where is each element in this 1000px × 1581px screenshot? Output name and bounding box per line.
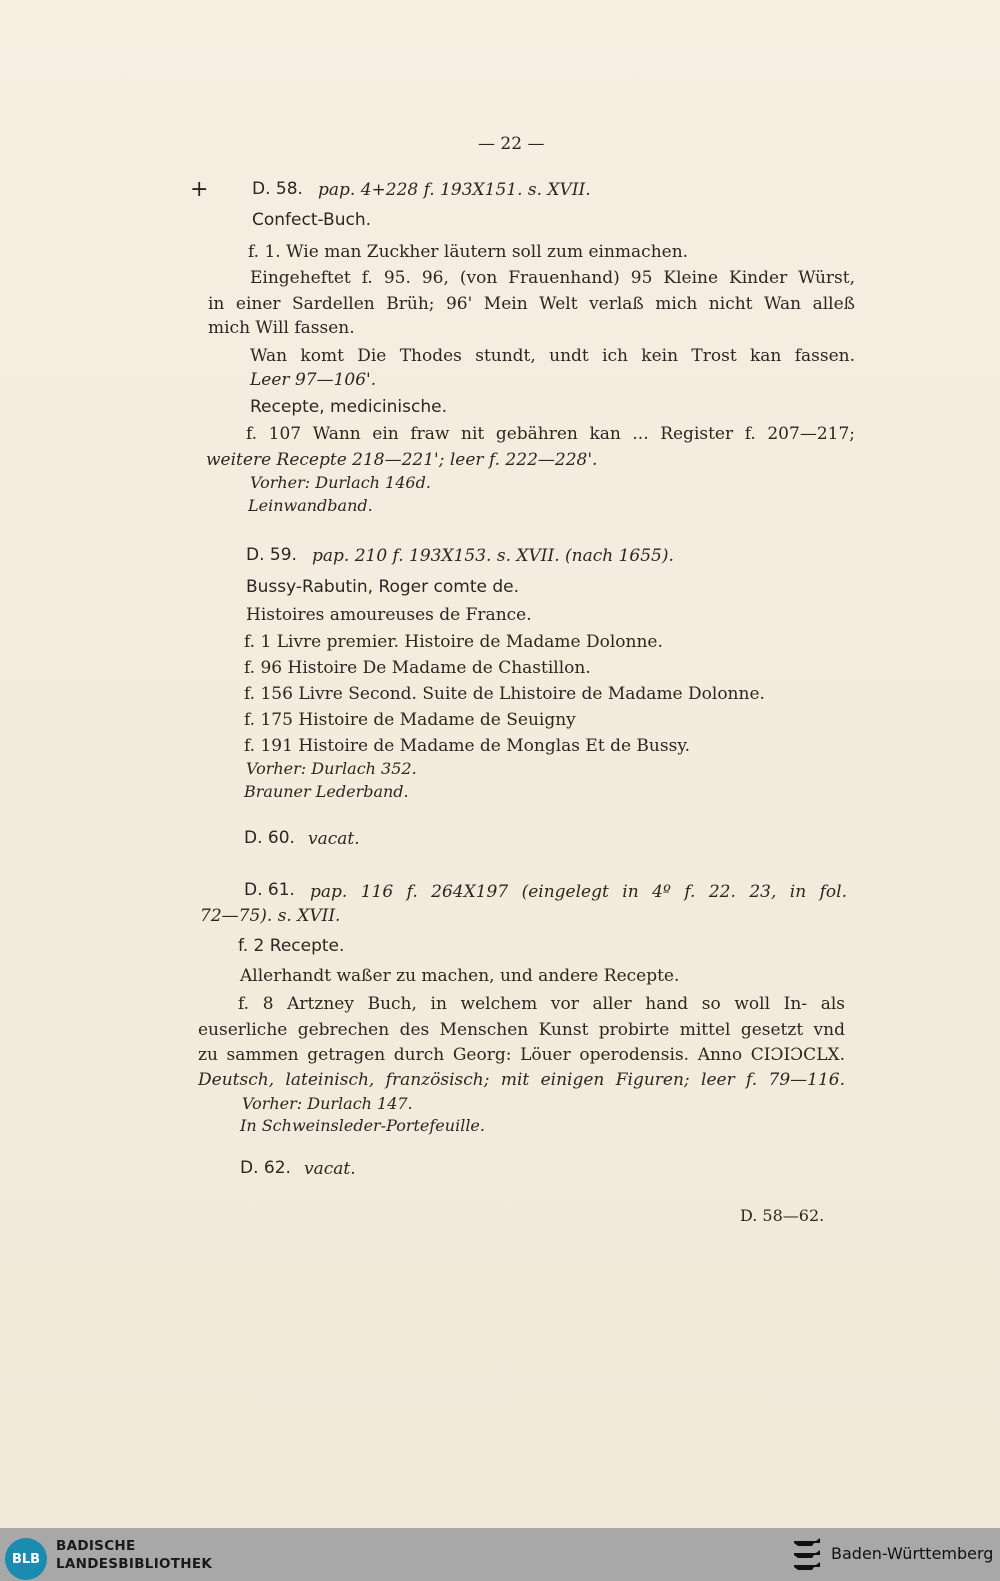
d61-line1: pap. 116 f. 264X197 (eingelegt in 4º f. 22. 23, in fol. [310,882,847,902]
d59-line6: f. 191 Histoire de Madame de Monglas Et de Bussy. [244,736,691,756]
d61-line5: f. 8 Artzney Buch, in welchem vor aller hand so woll In- als [238,994,845,1014]
d58-line4: Leer 97—106'. [250,370,377,390]
d59-title: Bussy-Rabutin, Roger comte de. [246,577,520,597]
d61-binding: In Schweinsleder-Portefeuille. [240,1116,485,1135]
d61-signature: D. 61. [244,880,295,900]
d58-header: pap. 4+228 f. 193X151. s. XVII. [318,180,591,200]
d59-line4: f. 156 Livre Second. Suite de Lhistoire de Madame Dolonne. [244,684,765,704]
d59-signature: D. 59. [246,545,297,565]
d59-line1: Histoires amoureuses de France. [246,605,532,625]
d59-header: pap. 210 f. 193X153. s. XVII. (nach 1655). [312,546,674,566]
d58-line5a: f. 107 Wann ein fraw nit gebähren kan ... Register f. 207—217; [246,424,855,444]
d58-title: Confect-Buch. [252,210,371,230]
d58-line1: f. 1. Wie man Zuckher läutern soll zum einmachen. [248,242,689,262]
d61-line6: euserliche gebrechen des Menschen Kunst probirte mittel gesetzt vnd [198,1020,845,1040]
d59-line3: f. 96 Histoire De Madame de Chastillon. [244,658,591,678]
d58-line5b: weitere Recepte 218—221'; leer f. 222—228'. [206,450,598,470]
lions-crest-icon [790,1536,824,1576]
d60-signature: D. 60. [244,828,295,848]
library-name-line2: LANDESBIBLIOTHEK [56,1556,213,1572]
d61-line3: f. 2 Recepte. [238,936,345,956]
d61-line7: zu sammen getragen durch Georg: Löuer operodensis. Anno CIƆIƆCLX. [198,1045,845,1065]
library-name-line1: BADISCHE [56,1538,136,1554]
d61-provenance: Vorher: Durlach 147. [242,1094,413,1113]
footer-bar [0,1528,1000,1581]
d59-provenance: Vorher: Durlach 352. [246,759,417,778]
d59-binding: Brauner Lederband. [244,782,409,801]
state-name: Baden-Württemberg [831,1544,994,1563]
d58-signature: D. 58. [252,179,303,199]
d58-line2c: mich Will fassen. [208,318,355,338]
d62-signature: D. 62. [240,1158,291,1178]
d61-line2: 72—75). s. XVII. [200,906,341,926]
plus-mark: + [190,177,209,202]
d62-vacat: vacat. [304,1159,356,1179]
d58-provenance: Vorher: Durlach 146d. [250,473,431,492]
d58-line2b: in einer Sardellen Brüh; 96' Mein Welt verlaß mich nicht Wan alleß [208,294,855,314]
d58-subtitle: Recepte, medicinische. [250,397,447,417]
d59-line5: f. 175 Histoire de Madame de Seuigny [244,710,576,730]
blb-logo: BLB [5,1538,47,1580]
d58-line3: Wan komt Die Thodes stundt, undt ich kein Trost kan fassen. [250,346,855,366]
d61-line4: Allerhandt waßer zu machen, und andere Recepte. [240,966,680,986]
d60-vacat: vacat. [308,829,360,849]
d58-binding: Leinwandband. [248,496,373,515]
range-footer: D. 58—62. [740,1206,825,1225]
d61-line8: Deutsch, lateinisch, französisch; mit einigen Figuren; leer f. 79—116. [198,1070,845,1090]
d59-line2: f. 1 Livre premier. Histoire de Madame Dolonne. [244,632,663,652]
page-number: — 22 — [478,134,545,154]
d58-line2a: Eingeheftet f. 95. 96, (von Frauenhand) 95 Kleine Kinder Würst, [250,268,855,288]
